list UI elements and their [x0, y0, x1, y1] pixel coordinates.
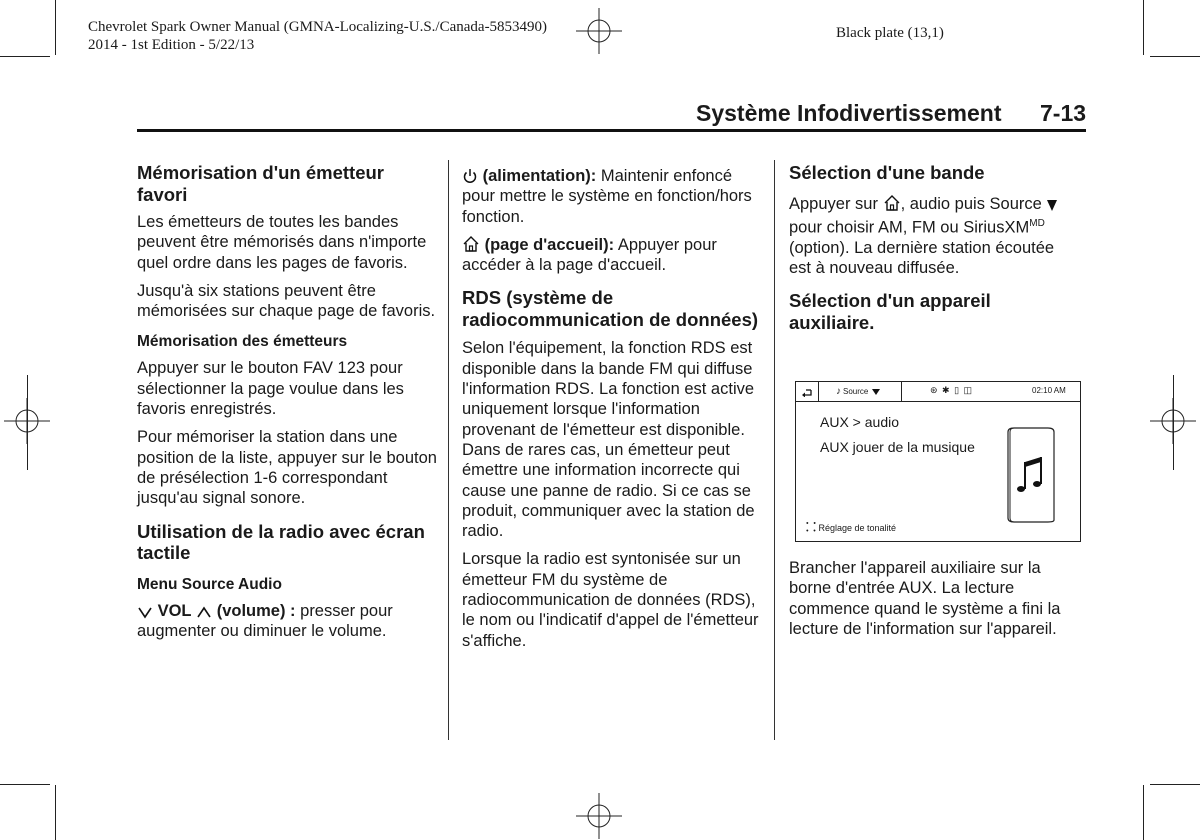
- paragraph-bande: [789, 194, 1079, 279]
- paragraph-power: [462, 166, 762, 227]
- bande-text-b: , audio puis Source: [900, 194, 1042, 213]
- source-label: Source: [843, 387, 869, 396]
- dropdown-triangle-icon: [1046, 198, 1058, 212]
- heading-utilisation-radio: Utilisation de la radio avec écran tactile: [137, 520, 425, 564]
- registration-mark-bottom-icon: [576, 793, 622, 839]
- menu-item-aux-audio[interactable]: AUX > audio: [820, 414, 899, 430]
- crop-mark-bl-h: [0, 784, 50, 785]
- heading-memorisation-emetteurs: Mémorisation des émetteurs: [137, 333, 348, 351]
- crop-mark-bl-v: [55, 785, 56, 840]
- paragraph-home: [462, 235, 762, 276]
- tone-settings-row[interactable]: [806, 518, 896, 535]
- back-arrow-icon: [801, 387, 813, 397]
- paragraph-volume: [137, 601, 437, 642]
- section-title: Système Infodivertissement: [696, 100, 1002, 126]
- home-term: (page d'accueil):: [484, 235, 615, 254]
- heading-memorisation-favori: Mémorisation d'un émetteur favori: [137, 162, 384, 205]
- paragraph-preset: Pour mémoriser la station dans une position de la liste, appuyer sur le bouton de présélection 1-6 correspondant jusqu'au signal sonore.: [137, 428, 437, 508]
- paragraph-aux: Brancher l'appareil auxiliaire sur la borne d'entrée AUX. La lecture commence quand le système a fini la lecture de l'information sur l'appareil.: [789, 559, 1061, 638]
- paragraph-rds-2: Lorsque la radio est syntonisée sur un émetteur FM du système de radiocommunication de données (RDS), le nom ou l'indicatif d'appel de l'émetteur s'affiche.: [462, 550, 759, 650]
- vol-label: VOL: [157, 601, 192, 620]
- column-divider-2: [774, 160, 775, 740]
- bande-superscript: MD: [1029, 217, 1045, 229]
- heading-selection-appareil: Sélection d'un appareil auxiliaire.: [789, 290, 991, 333]
- reg-line-left: [27, 375, 28, 470]
- music-note-large-icon: [1004, 426, 1056, 524]
- column-1: [137, 162, 437, 641]
- header-line-1: Chevrolet Spark Owner Manual (GMNA-Localizing-U.S./Canada-5853490): [88, 19, 548, 35]
- crop-mark-br-v: [1143, 785, 1144, 840]
- vol-text: presser pour augmenter ou diminuer le volume.: [137, 601, 393, 640]
- column-3-bottom: [789, 558, 1079, 639]
- heading-menu-source: Menu Source Audio: [137, 575, 282, 593]
- back-button[interactable]: [796, 382, 819, 401]
- heading-selection-bande: Sélection d'une bande: [789, 162, 985, 183]
- home-text: Appuyer pour accéder à la page d'accueil.: [462, 235, 717, 275]
- power-icon: [462, 168, 478, 184]
- reg-line-right: [1173, 375, 1174, 470]
- page-number: 7-13: [1040, 100, 1087, 126]
- column-2: [462, 166, 762, 651]
- bande-text-c: pour choisir AM, FM ou SiriusXM: [789, 218, 1030, 237]
- crop-mark-br-h: [1150, 784, 1200, 785]
- screen-status-bar: [796, 382, 1080, 402]
- paragraph-rds-1: Selon l'équipement, la fonction RDS est disponible dans la bande FM qui diffuse l'information RDS. La fonction est active uniquement lorsque l'information provenant de l'émetteur est disponible. Dans de rares cas, un émetteur peut émettre une information incorrecte qui cause une panne de radio. Si ce cas se produit, communiquer avec la station de radio.: [462, 339, 755, 541]
- power-text: Maintenir enfoncé pour mettre le système en fonction/hors fonction.: [462, 167, 752, 226]
- header-line-2: 2014 - 1st Edition - 5/22/13: [88, 37, 255, 53]
- chevron-up-icon: [196, 605, 212, 619]
- tone-settings-icon: ⸬: [806, 520, 816, 534]
- chevron-down-icon: [137, 605, 153, 619]
- paragraph-six-stations: Jusqu'à six stations peuvent être mémorisées sur chaque page de favoris.: [137, 281, 436, 321]
- bande-text-d: (option). La dernière station écoutée est à nouveau diffusée.: [789, 238, 1055, 277]
- paragraph-fav-button: Appuyer sur le bouton FAV 123 pour sélectionner la page voulue dans les favoris enregistrés.: [137, 359, 404, 419]
- home-icon: [883, 194, 901, 212]
- crop-mark-tl-v: [55, 0, 56, 55]
- menu-item-aux-music[interactable]: AUX jouer de la musique: [820, 439, 975, 455]
- source-button[interactable]: [818, 382, 902, 401]
- music-note-icon: ♪: [836, 386, 841, 397]
- column-3: [789, 162, 1079, 333]
- plate-label: Black plate (13,1): [836, 25, 944, 41]
- power-term: (alimentation):: [482, 167, 597, 185]
- crop-mark-tr-h: [1150, 56, 1200, 57]
- header-rule: [137, 129, 1086, 132]
- vol-term: (volume) :: [216, 601, 296, 620]
- tone-settings-label: Réglage de tonalité: [818, 523, 897, 533]
- dropdown-triangle-icon: [872, 388, 880, 396]
- heading-rds: RDS (système de radiocommunication de données): [462, 287, 759, 330]
- crop-mark-tr-v: [1143, 0, 1144, 55]
- crop-mark-tl-h: [0, 56, 50, 57]
- status-icons: ⊛ ✱ ▯ ◫: [930, 385, 974, 395]
- bande-text-a: Appuyer sur: [789, 194, 878, 213]
- column-divider-1: [448, 160, 449, 740]
- paragraph-bandes: Les émetteurs de toutes les bandes peuvent être mémorisés dans n'importe quel ordre dans les pages de favoris.: [137, 213, 427, 272]
- screen-time: 02:10 AM: [1032, 386, 1066, 395]
- home-icon: [462, 235, 480, 253]
- registration-mark-top-icon: [576, 8, 622, 54]
- infotainment-screen: [795, 381, 1081, 542]
